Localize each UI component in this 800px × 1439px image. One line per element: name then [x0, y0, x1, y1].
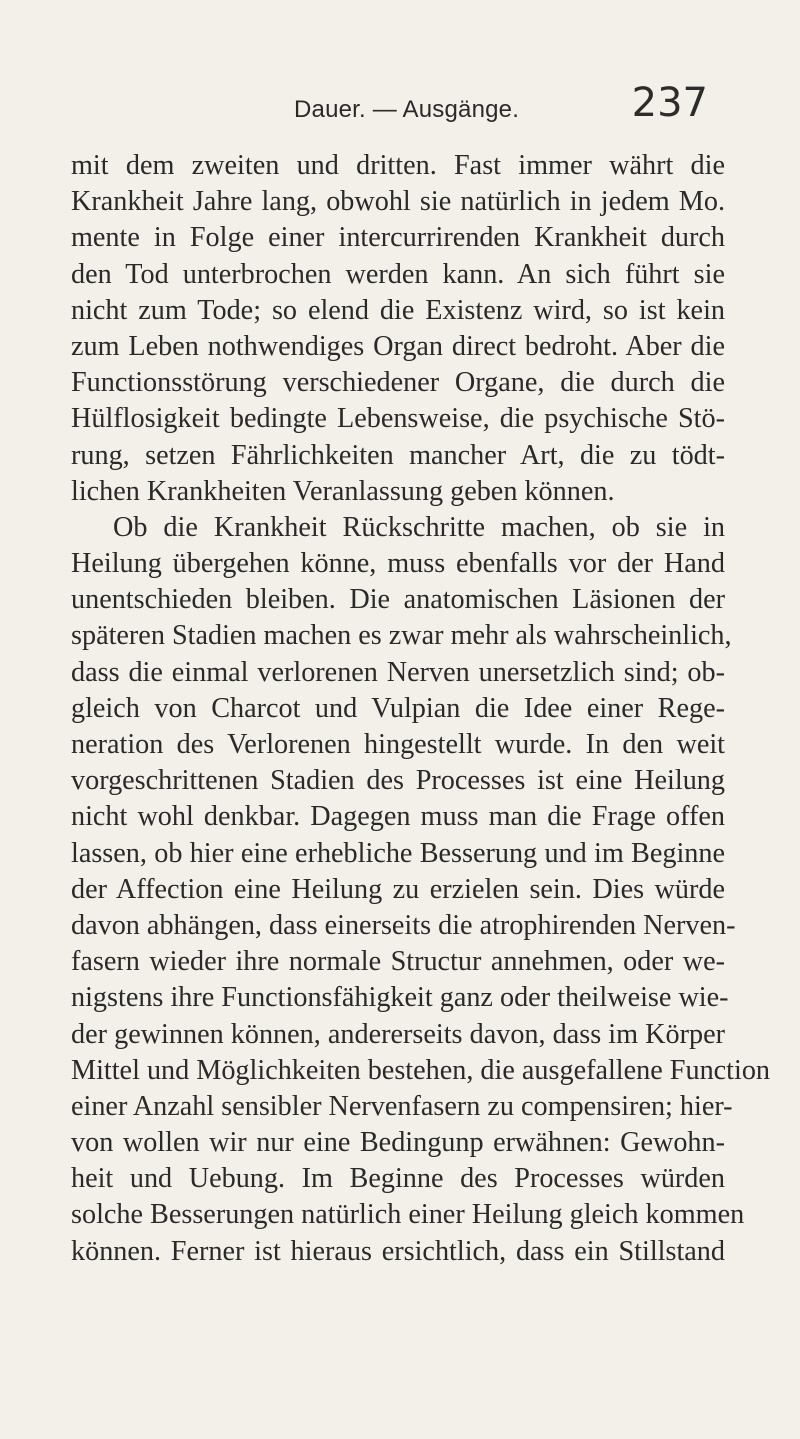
text-line: der gewinnen können, andererseits davon, dass im Körper — [71, 1018, 725, 1050]
text-line: lichen Krankheiten Veranlassung geben können. — [71, 475, 615, 507]
text-line: fasern wieder ihre normale Structur annehmen, oder we- — [71, 946, 725, 978]
text-line: vorgeschrittenen Stadien des Processes ist eine Heilung — [71, 765, 725, 797]
text-line: solche Besserungen natürlich einer Heilung gleich kommen — [71, 1199, 745, 1231]
text-line: Hülflosigkeit bedingte Lebensweise, die psychische Stö- — [71, 403, 725, 435]
text-line: Functionsstörung verschiedener Organe, die durch die — [71, 367, 725, 399]
text-line: unentschieden bleiben. Die anatomischen Läsionen der — [71, 584, 725, 616]
text-line: davon abhängen, dass einerseits die atrophirenden Nerven- — [71, 909, 736, 941]
text-line: mit dem zweiten und dritten. Fast immer währt die — [71, 150, 725, 181]
text-line: zum Leben nothwendiges Organ direct bedroht. Aber die — [71, 330, 725, 362]
text-line: neration des Verlorenen hingestellt wurde. In den weit — [71, 729, 725, 760]
text-line: Krankheit Jahre lang, obwohl sie natürlich in jedem Mo. — [71, 186, 725, 218]
text-line: lassen, ob hier eine erhebliche Besserung und im Beginne — [71, 837, 725, 869]
text-line: Ob die Krankheit Rückschritte machen, ob sie in — [113, 511, 725, 543]
text-line: rung, setzen Fährlichkeiten mancher Art, die zu tödt- — [71, 439, 725, 471]
page-header — [96, 78, 708, 128]
text-line: nigstens ihre Functionsfähigkeit ganz oder theilweise wie- — [71, 982, 729, 1014]
text-line: mente in Folge einer intercurrirenden Krankheit durch — [71, 222, 725, 254]
text-line: können. Ferner ist hieraus ersichtlich, dass ein Stillstand — [71, 1235, 725, 1267]
text-line: gleich von Charcot und Vulpian die Idee einer Rege- — [71, 692, 725, 724]
body-text — [71, 148, 771, 1270]
text-line: dass die einmal verlorenen Nerven unersetzlich sind; ob- — [71, 656, 725, 688]
text-line: nicht zum Tode; so elend die Existenz wird, so ist kein — [71, 294, 725, 326]
text-line: nicht wohl denkbar. Dagegen muss man die Frage offen — [71, 801, 725, 833]
page-number: 237 — [631, 80, 708, 126]
text-line: heit und Uebung. Im Beginne des Processes würden — [71, 1163, 725, 1195]
text-line: Mittel und Möglichkeiten bestehen, die ausgefallene Function — [71, 1054, 771, 1086]
text-line: der Affection eine Heilung zu erzielen sein. Dies würde — [71, 873, 725, 905]
running-title: Dauer. — Ausgänge. — [294, 96, 520, 123]
text-line: späteren Stadien machen es zwar mehr als wahrscheinlich, — [71, 620, 732, 652]
text-line: einer Anzahl sensibler Nervenfasern zu compensiren; hier- — [71, 1090, 733, 1122]
text-line: von wollen wir nur eine Bedingunp erwähnen: Gewohn- — [71, 1127, 725, 1159]
text-line: Heilung übergehen könne, muss ebenfalls vor der Hand — [71, 548, 725, 580]
text-line: den Tod unterbrochen werden kann. An sich führt sie — [71, 258, 725, 290]
